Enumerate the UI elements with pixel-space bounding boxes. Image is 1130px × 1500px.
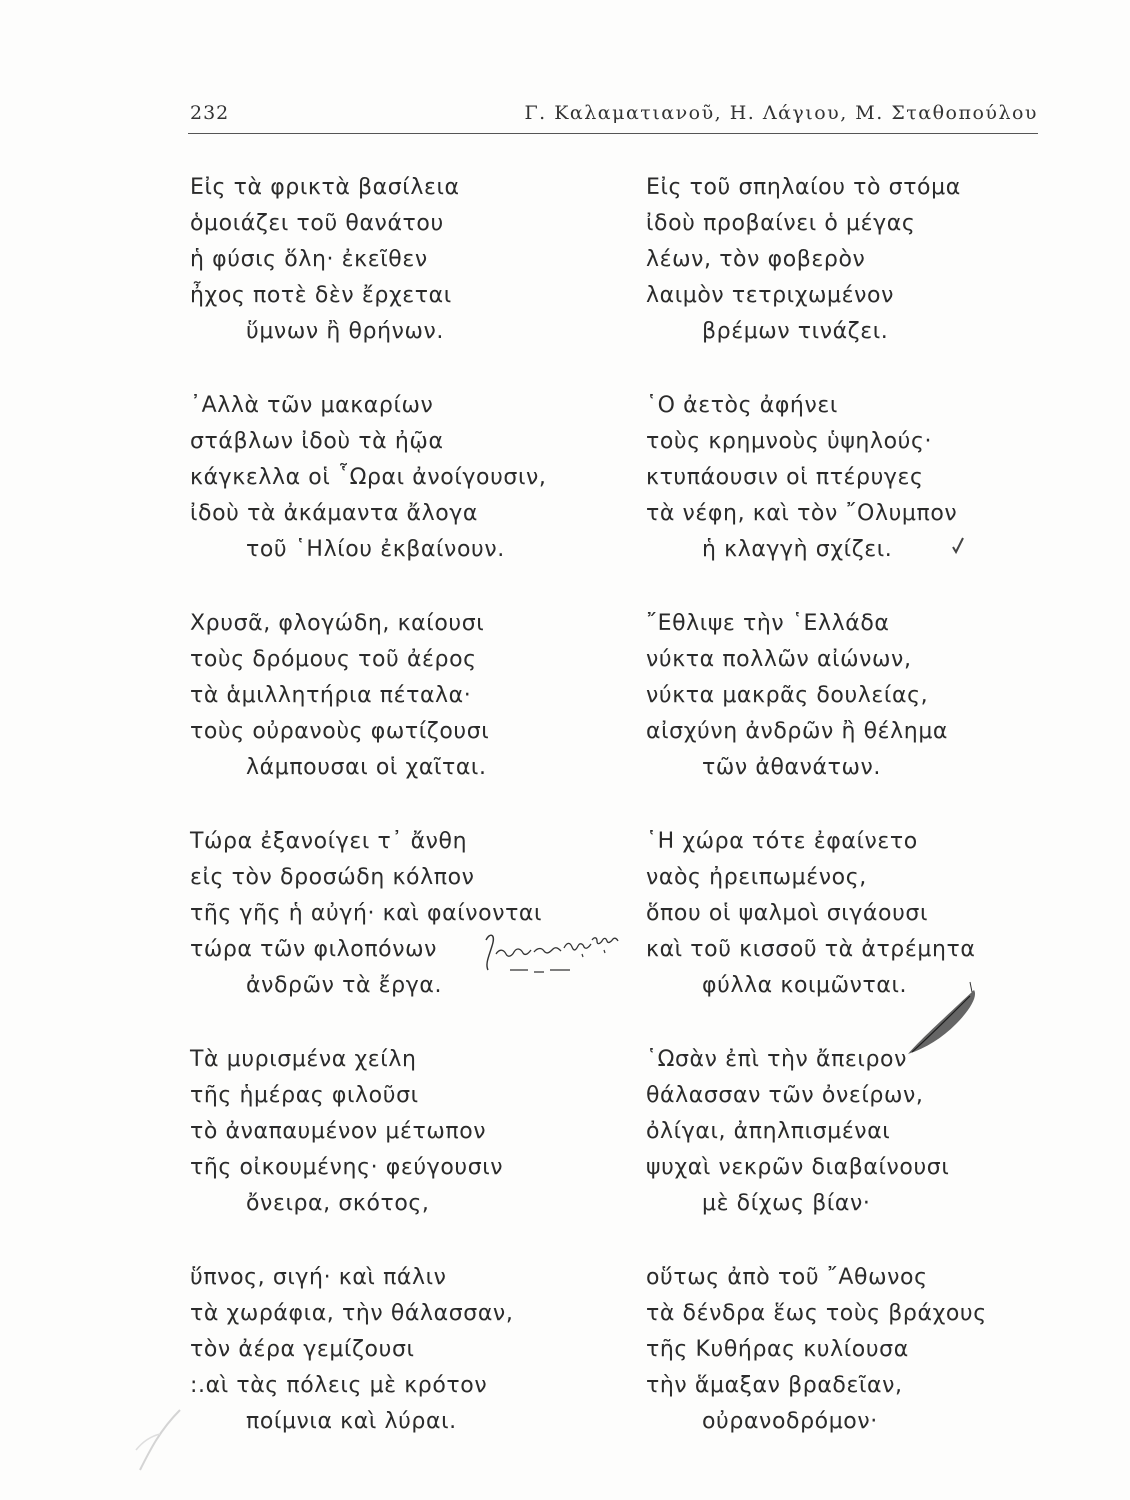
verse-line: κτυπάουσιν οἱ πτέρυγες: [646, 465, 924, 490]
verse-line: λαιμὸν τετριχωμένον: [646, 283, 894, 308]
verse-line-indented: μὲ δίχως βίαν·: [702, 1191, 871, 1216]
verse-line: θάλασσαν τῶν ὀνείρων,: [646, 1083, 924, 1108]
verse-line: ὕπνος, σιγή· καὶ πάλιν: [190, 1265, 447, 1290]
verse-line-indented: οὐρανοδρόμον·: [702, 1409, 878, 1434]
verse-line: Χρυσᾶ, φλογώδη, καίουσι: [190, 611, 485, 636]
stanza: [646, 1042, 1066, 1260]
verse-line: Τὰ μυρισμένα χείλη: [190, 1047, 417, 1072]
stanza: [190, 606, 610, 824]
verse-line-indented: βρέμων τινάζει.: [702, 319, 889, 344]
right-column: [646, 170, 1066, 1478]
verse-line: ῎Εθλιψε τὴν ῾Ελλάδα: [646, 611, 890, 636]
ink-quill-mark: [900, 980, 990, 1060]
page-header: [190, 98, 1038, 134]
handwritten-note-scribble: [482, 930, 632, 978]
verse-line-indented: τοῦ ῾Ηλίου ἐκβαίνουν.: [246, 537, 505, 562]
stanza: [190, 1260, 610, 1478]
verse-line: τοὺς δρόμους τοῦ ἀέρος: [190, 647, 477, 672]
page-number: 232: [190, 102, 230, 124]
stanza: [646, 824, 1066, 1042]
verse-line: νύκτα μακρᾶς δουλείας,: [646, 683, 929, 708]
verse-line: ψυχαὶ νεκρῶν διαβαίνουσι: [646, 1155, 950, 1180]
stanza: [646, 1260, 1066, 1478]
verse-line-indented: φύλλα κοιμῶνται.: [702, 973, 908, 998]
stanza: [190, 170, 610, 388]
verse-line-indented: ἀνδρῶν τὰ ἔργα.: [246, 973, 443, 998]
verse-line: ὀλίγαι, ἀπηλπισμέναι: [646, 1119, 891, 1144]
verse-line: τὸ ἀναπαυμένον μέτωπον: [190, 1119, 487, 1144]
left-column: [190, 170, 610, 1478]
verse-line: λέων, τὸν φοβερὸν: [646, 247, 866, 272]
verse-line: τὴν ἅμαξαν βραδεῖαν,: [646, 1373, 903, 1398]
verse-line: Τώρα ἐξανοίγει τ᾿ ἄνθη: [190, 829, 468, 854]
verse-line: τῆς Κυθήρας κυλίουσα: [646, 1337, 909, 1362]
verse-line-indented: λάμπουσαι οἱ χαῖται.: [246, 755, 487, 780]
verse-line: τῆς οἰκουμένης· φεύγουσιν: [190, 1155, 504, 1180]
verse-line: κάγκελλα οἱ ῟Ωραι ἀνοίγουσιν,: [190, 465, 547, 490]
verse-line-indented: ἡ κλαγγὴ σχίζει.: [702, 537, 893, 562]
verse-line: ἡ φύσις ὅλη· ἐκεῖθεν: [190, 247, 428, 272]
running-head: Γ. Καλαματιανοῦ, Η. Λάγιου, Μ. Σταθοπούλου: [524, 102, 1038, 124]
verse-line: ὁμοιάζει τοῦ θανάτου: [190, 211, 444, 236]
pencil-tick-mark: [951, 535, 965, 555]
verse-line: στάβλων ἰδοὺ τὰ ἠῷα: [190, 429, 444, 454]
verse-line: :.αὶ τὰς πόλεις μὲ κρότον: [190, 1373, 488, 1398]
verse-line: καὶ τοῦ κισσοῦ τὰ ἀτρέμητα: [646, 937, 976, 962]
verse-line: ἰδοὺ τὰ ἀκάμαντα ἄλογα: [190, 501, 479, 526]
verse-line: Εἰς τὰ φρικτὰ βασίλεια: [190, 175, 460, 200]
verse-line: εἰς τὸν δροσώδη κόλπον: [190, 865, 475, 890]
verse-line: αἰσχύνη ἀνδρῶν ἢ θέλημα: [646, 719, 949, 744]
verse-line-indented: ὕμνων ἢ θρήνων.: [246, 319, 445, 344]
stanza: [646, 170, 1066, 388]
verse-line: τὰ νέφη, καὶ τὸν ῎Ολυμπον: [646, 501, 958, 526]
verse-line: ἦχος ποτὲ δὲν ἔρχεται: [190, 283, 452, 308]
verse-line: ἰδοὺ προβαίνει ὁ μέγας: [646, 211, 916, 236]
verse-line-indented: τῶν ἀθανάτων.: [702, 755, 881, 780]
stanza: [646, 606, 1066, 824]
verse-line: τοὺς κρημνοὺς ὑψηλούς·: [646, 429, 933, 454]
verse-line: οὕτως ἀπὸ τοῦ ῎Αθωνος: [646, 1265, 928, 1290]
verse-line: ῾Ωσὰν ἐπὶ τὴν ἄπειρον: [646, 1047, 907, 1072]
verse-line: ῾Η χώρα τότε ἐφαίνετο: [646, 829, 918, 854]
verse-line-indented: ὄνειρα, σκότος,: [246, 1191, 430, 1216]
verse-line: ᾿Αλλὰ τῶν μακαρίων: [190, 393, 434, 418]
stanza: [646, 388, 1066, 606]
header-rule: [188, 133, 1038, 134]
stanza: [190, 1042, 610, 1260]
verse-line: τὸν ἀέρα γεμίζουσι: [190, 1337, 415, 1362]
verse-line: τώρα τῶν φιλοπόνων: [190, 937, 438, 962]
verse-line: Εἰς τοῦ σπηλαίου τὸ στόμα: [646, 175, 961, 200]
verse-line: νύκτα πολλῶν αἰώνων,: [646, 647, 912, 672]
verse-line: τὰ χωράφια, τὴν θάλασσαν,: [190, 1301, 514, 1326]
verse-line: ὅπου οἱ ψαλμοὶ σιγάουσι: [646, 901, 928, 926]
verse-line: τοὺς οὐρανοὺς φωτίζουσι: [190, 719, 490, 744]
verse-line: τὰ ἁμιλλητήρια πέταλα·: [190, 683, 472, 708]
verse-line: ναὸς ἠρειπωμένος,: [646, 865, 867, 890]
page-smudge: [130, 1390, 200, 1480]
verse-line: τῆς γῆς ἡ αὐγή· καὶ φαίνονται: [190, 901, 543, 926]
verse-line: τῆς ἡμέρας φιλοῦσι: [190, 1083, 419, 1108]
stanza: [190, 388, 610, 606]
verse-line-indented: ποίμνια καὶ λύραι.: [246, 1409, 457, 1434]
verse-line: ῾Ο ἀετὸς ἀφήνει: [646, 393, 838, 418]
verse-line: τὰ δένδρα ἕως τοὺς βράχους: [646, 1301, 987, 1326]
